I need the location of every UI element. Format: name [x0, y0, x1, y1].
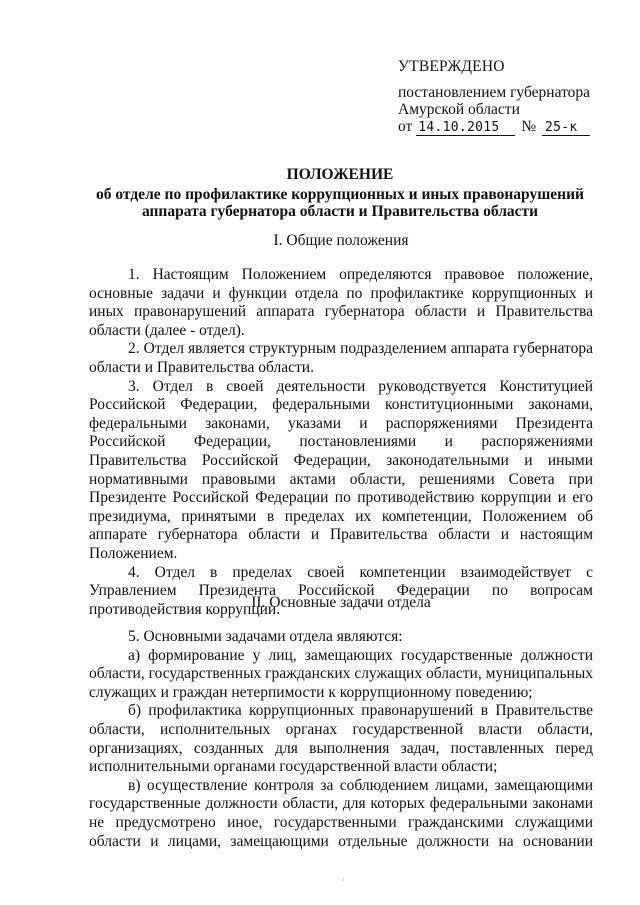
paragraph-3: 3. Отдел в своей деятельности руководствуется Конституцией Российской Федерации, федеральными конституционными законами, федеральными законами, указами и распоряжениями Президента Российской Федерации, постановлениями и распоряжениями Правительства Российской Федерации, законодательными и иными нормативными правовыми актами области, решениями Совета при Президенте Российской Федерации по противодействию коррупции и его президиума, принятыми в пределах их компетенции, Положением об аппарате губернатора области и Правительства области и настоящим Положением.	[89, 377, 593, 562]
date-prefix: от	[398, 118, 413, 135]
paragraph-5c: в) осуществление контроля за соблюдением лицами, замещающими государственные должности области, для которых федеральными законами не предусмотрено иное, государственными гражданскими служащими области и лицами, замещающими отдельные должности на основании	[89, 776, 593, 850]
document-subtitle-line-2: аппарата губернатора области и Правительства области	[141, 203, 539, 220]
document-subtitle-line-1: об отделе по профилактике коррупционных и иных правонарушений	[96, 185, 584, 203]
approval-date-row	[398, 118, 628, 136]
approval-line-2: Амурской области	[398, 101, 520, 118]
section-1-title: I. Общие положения	[273, 232, 409, 249]
paragraph-4: 4. Отдел в пределах своей компетенции взаимодействует с Управлением Президента Российской Федерации по вопросам противодействия коррупции.	[89, 563, 593, 618]
approval-number: 25-к	[542, 120, 590, 136]
approval-title: УТВЕРЖДЕНО	[398, 58, 505, 75]
section-1-body	[89, 266, 593, 619]
approval-date: 14.10.2015	[416, 120, 515, 136]
paragraph-5b: б) профилактика коррупционных правонарушений в Правительстве области, исполнительных органах государственной власти области, организациях, созданных для выполнения задач, поставленных перед исполнительными органами государственной власти области;	[89, 702, 593, 776]
approval-stamp	[398, 58, 628, 136]
paragraph-2: 2. Отдел является структурным подразделением аппарата губернатора области и Правительства области.	[89, 340, 593, 376]
paragraph-1: 1. Настоящим Положением определяются правовое положение, основные задачи и функции отдела по профилактике коррупционных и иных правонарушений аппарата губернатора области и Правительства области (далее - отдел).	[89, 266, 593, 339]
scan-artifact-mark: ·	[342, 875, 345, 885]
number-prefix: №	[521, 118, 537, 135]
section-2-title: II. Основные задачи отдела	[251, 594, 431, 611]
paragraph-5: 5. Основными задачами отдела являются:	[128, 628, 403, 645]
section-2-body	[89, 628, 593, 851]
paragraph-5a: а) формирование у лиц, замещающих государственные должности области, государственных гражданских служащих области, муниципальных служащих и граждан нетерпимости к коррупционному поведению;	[89, 646, 593, 701]
document-title: ПОЛОЖЕНИЕ	[286, 166, 394, 183]
approval-line-1: постановлением губернатора	[398, 84, 591, 101]
document-heading	[60, 166, 620, 221]
